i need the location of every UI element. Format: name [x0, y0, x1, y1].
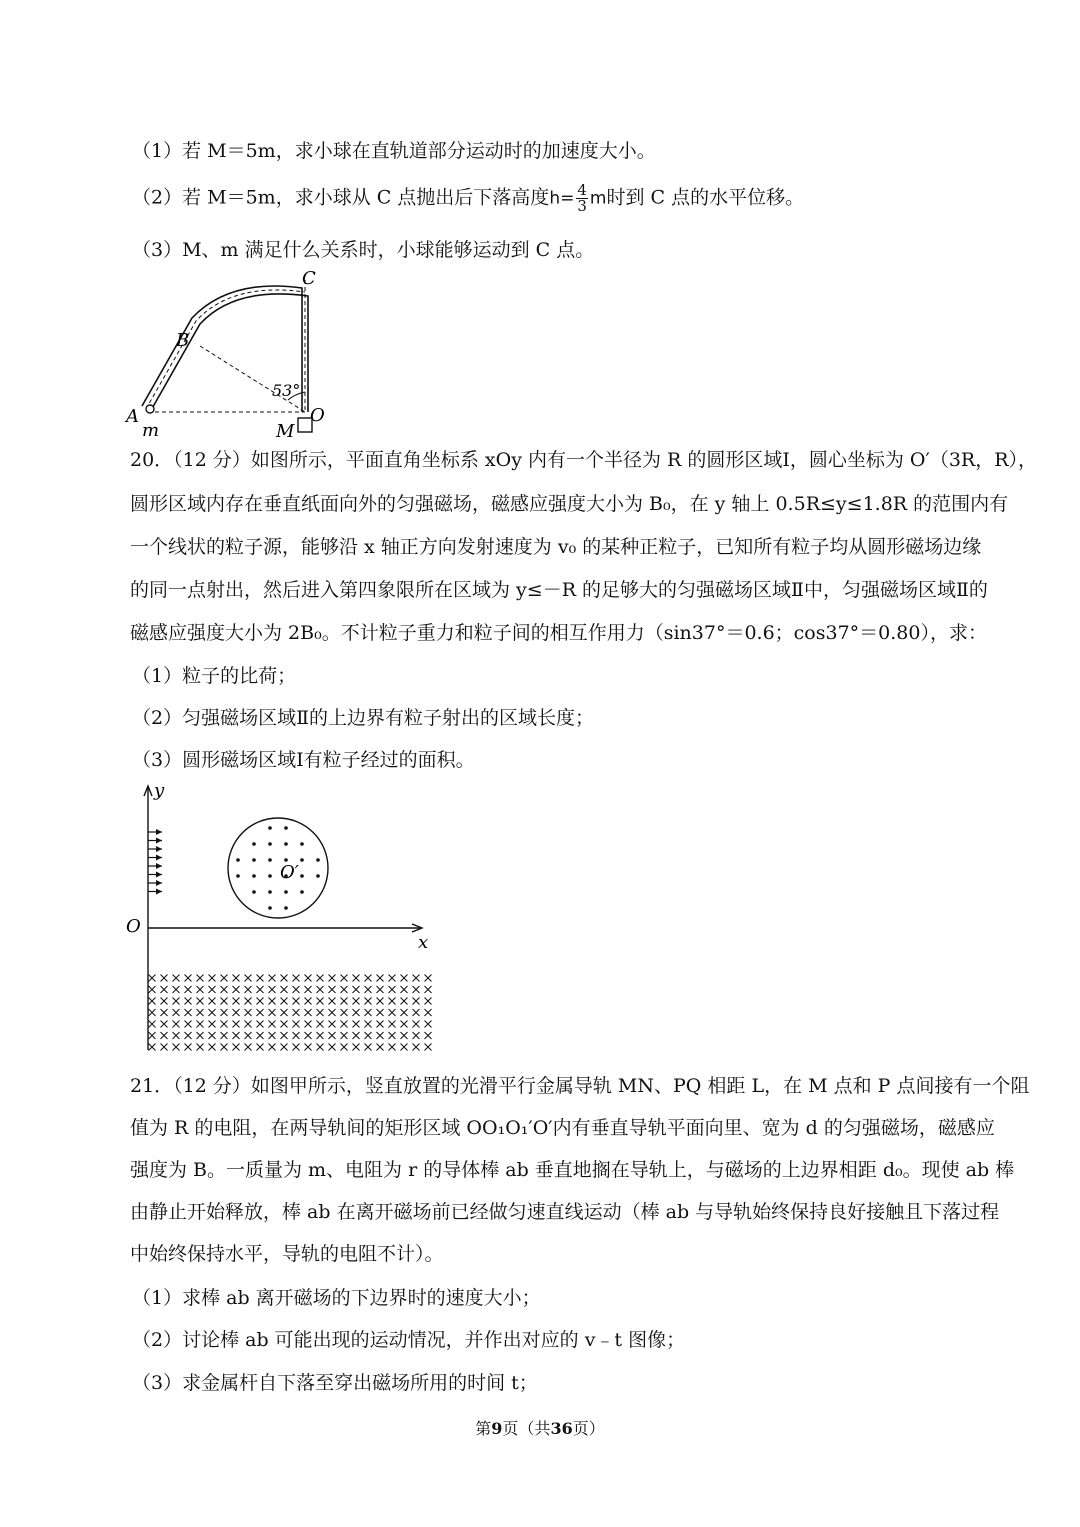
field-cross [365, 1009, 372, 1016]
field-cross [341, 986, 348, 993]
field-cross [245, 1032, 252, 1039]
q20-line-5: 磁感应强度大小为 2B₀。不计粒子重力和粒子间的相互作用力（sin37°＝0.6；cos37°＝0.80），求： [130, 622, 987, 644]
field-dot [300, 874, 304, 878]
field-cross [197, 1009, 204, 1016]
field-cross [329, 1009, 336, 1016]
field-cross [413, 975, 420, 982]
field-cross [377, 998, 384, 1005]
field-cross [341, 1009, 348, 1016]
q19-sub3: （3）M、m 满足什么关系时，小球能够运动到 C 点。 [132, 239, 595, 261]
field-cross [389, 986, 396, 993]
field-cross [425, 975, 432, 982]
field-cross [425, 998, 432, 1005]
field-cross [305, 998, 312, 1005]
field-cross [245, 1021, 252, 1028]
field-cross [389, 1032, 396, 1039]
field-cross [269, 1044, 276, 1051]
q19-track-figure [120, 266, 340, 442]
field-cross [221, 1021, 228, 1028]
field-cross [341, 1021, 348, 1028]
field-cross [173, 1021, 180, 1028]
field-cross [149, 1032, 156, 1039]
field-out-dots [236, 826, 320, 910]
field-cross [413, 998, 420, 1005]
field-cross [185, 1044, 192, 1051]
field-cross [161, 998, 168, 1005]
field-cross [353, 998, 360, 1005]
field-cross [269, 1009, 276, 1016]
footer-mid: 页（共 [502, 1419, 551, 1438]
field-cross [245, 1044, 252, 1051]
field-cross [389, 998, 396, 1005]
field-cross [365, 1021, 372, 1028]
field-cross [389, 1044, 396, 1051]
field-cross [161, 975, 168, 982]
field-dot [316, 874, 320, 878]
field-cross [317, 986, 324, 993]
field-cross [173, 1032, 180, 1039]
q21-sub1: （1）求棒 ab 离开磁场的下边界时的速度大小； [132, 1287, 541, 1309]
field-cross [269, 998, 276, 1005]
field-cross [305, 1021, 312, 1028]
q19-sub2-text: （2）若 M＝5m，求小球从 C 点抛出后下落高度 [132, 186, 550, 209]
field-cross [221, 975, 228, 982]
field-cross [173, 998, 180, 1005]
field-cross [341, 975, 348, 982]
field-cross [389, 975, 396, 982]
field-dot [252, 858, 256, 862]
field-cross [257, 986, 264, 993]
field-cross [425, 986, 432, 993]
label-center: O′ [280, 862, 299, 883]
field-cross [353, 1021, 360, 1028]
particle-source-arrows [148, 829, 162, 895]
footer-post: 页） [572, 1419, 605, 1438]
field-cross [413, 1032, 420, 1039]
field-cross [233, 986, 240, 993]
label-M: M [276, 421, 295, 442]
field-dot [236, 858, 240, 862]
field-dot [268, 874, 272, 878]
field-cross [425, 1009, 432, 1016]
field-cross [245, 975, 252, 982]
field-cross [401, 986, 408, 993]
source-arrowhead [156, 880, 162, 886]
field-cross [401, 1032, 408, 1039]
field-cross [221, 986, 228, 993]
field-cross [401, 1009, 408, 1016]
field-cross [185, 1032, 192, 1039]
field-cross [401, 975, 408, 982]
field-dot [252, 890, 256, 894]
field-cross [329, 1044, 336, 1051]
label-C: C [302, 268, 316, 289]
field-cross [365, 975, 372, 982]
circular-field-region [228, 818, 328, 918]
field-cross [293, 1032, 300, 1039]
field-cross [233, 1032, 240, 1039]
q20-line-1: 20．（12 分）如图所示，平面直角坐标系 xOy 内有一个半径为 R 的圆形区域Ⅰ，圆心坐标为 O′（3R，R）， [130, 449, 1038, 471]
fraction-numerator: 4 [577, 181, 587, 199]
q21-sub3: （3）求金属杆自下落至穿出磁场所用的时间 t； [132, 1372, 538, 1394]
label-y: y [154, 780, 165, 801]
field-cross [149, 998, 156, 1005]
fraction-denominator: 3 [577, 197, 587, 215]
field-dot [284, 842, 288, 846]
field-cross [365, 1044, 372, 1051]
field-cross [305, 986, 312, 993]
field-dot [236, 874, 240, 878]
source-arrowhead [156, 846, 162, 852]
field-cross [209, 998, 216, 1005]
field-cross [377, 1032, 384, 1039]
field-cross [185, 998, 192, 1005]
field-cross [221, 1032, 228, 1039]
field-cross [401, 1021, 408, 1028]
field-cross [353, 1044, 360, 1051]
field-cross [317, 1009, 324, 1016]
footer-pre: 第 [475, 1419, 492, 1438]
field-cross [281, 975, 288, 982]
field-cross [317, 1044, 324, 1051]
field-cross [173, 986, 180, 993]
field-cross [149, 1044, 156, 1051]
page-number: 9 [491, 1419, 503, 1438]
field-dot [316, 858, 320, 862]
field-cross [269, 1021, 276, 1028]
label-m: m [142, 420, 160, 441]
field-cross [293, 986, 300, 993]
field-cross [353, 1032, 360, 1039]
q19-sub2-text-end: 时到 C 点的水平位移。 [606, 186, 805, 209]
field-cross [197, 975, 204, 982]
field-cross [281, 986, 288, 993]
field-dot [268, 858, 272, 862]
field-cross [185, 975, 192, 982]
field-cross [425, 1032, 432, 1039]
field-dot [284, 826, 288, 830]
field-cross [161, 986, 168, 993]
field-cross [305, 1032, 312, 1039]
formula-h: h= [549, 188, 575, 209]
field-cross [221, 1009, 228, 1016]
field-cross [365, 1032, 372, 1039]
q19-sub2 [132, 183, 804, 214]
field-cross [401, 998, 408, 1005]
field-cross [329, 986, 336, 993]
field-cross [161, 1009, 168, 1016]
field-cross [353, 975, 360, 982]
field-cross [209, 1009, 216, 1016]
field-dot [268, 826, 272, 830]
fraction [576, 183, 588, 214]
label-angle: 53° [272, 381, 301, 400]
field-cross [233, 1009, 240, 1016]
field-cross [413, 1009, 420, 1016]
field-cross [329, 1032, 336, 1039]
field-cross [377, 1021, 384, 1028]
field-dot [300, 858, 304, 862]
q20-sub1: （1）粒子的比荷； [132, 665, 297, 687]
q20-field-figure [120, 780, 450, 1060]
field-cross [197, 986, 204, 993]
field-cross [365, 998, 372, 1005]
field-cross [317, 1021, 324, 1028]
label-A: A [126, 406, 139, 427]
field-cross [329, 998, 336, 1005]
field-cross [245, 998, 252, 1005]
field-cross [149, 975, 156, 982]
field-cross [197, 1044, 204, 1051]
field-cross [293, 1044, 300, 1051]
field-cross [281, 1009, 288, 1016]
field-cross [233, 1044, 240, 1051]
field-cross [269, 1032, 276, 1039]
field-cross [197, 1021, 204, 1028]
field-cross [305, 975, 312, 982]
field-cross [269, 986, 276, 993]
field-cross [353, 1009, 360, 1016]
q20-line-2: 圆形区域内存在垂直纸面向外的匀强磁场，磁感应强度大小为 B₀，在 y 轴上 0.5R≤y≤1.8R 的范围内有 [130, 493, 1009, 515]
q21-line-1: 21．（12 分）如图甲所示，竖直放置的光滑平行金属导轨 MN、PQ 相距 L，在 M 点和 P 点间接有一个阻 [130, 1075, 1030, 1097]
field-cross [377, 975, 384, 982]
page-footer [0, 1416, 1080, 1439]
field-cross [149, 1021, 156, 1028]
field-cross [221, 998, 228, 1005]
field-dot [252, 874, 256, 878]
source-arrowhead [156, 863, 162, 869]
field-cross [377, 1009, 384, 1016]
field-cross [413, 986, 420, 993]
field-dot [284, 906, 288, 910]
field-cross [293, 998, 300, 1005]
q21-line-3: 强度为 B。一质量为 m、电阻为 r 的导体棒 ab 垂直地搁在导轨上，与磁场的上边界相距 d₀。现使 ab 棒 [130, 1159, 1015, 1181]
field-cross [257, 975, 264, 982]
source-arrowhead [156, 855, 162, 861]
field-cross [281, 1044, 288, 1051]
q20-sub3: （3）圆形磁场区域Ⅰ有粒子经过的面积。 [132, 749, 475, 771]
field-cross [149, 986, 156, 993]
field-cross [269, 975, 276, 982]
field-cross [149, 1009, 156, 1016]
field-cross [281, 1032, 288, 1039]
field-cross [413, 1021, 420, 1028]
field-cross [209, 1021, 216, 1028]
field-cross [257, 1032, 264, 1039]
field-cross [377, 986, 384, 993]
field-cross [173, 1009, 180, 1016]
q20-sub2: （2）匀强磁场区域Ⅱ的上边界有粒子射出的区域长度； [132, 707, 595, 729]
total-pages: 36 [550, 1419, 573, 1438]
field-cross [305, 1009, 312, 1016]
field-cross [293, 1021, 300, 1028]
field-cross [161, 1032, 168, 1039]
label-O: O [310, 405, 325, 426]
field-cross [425, 1021, 432, 1028]
field-dot [284, 890, 288, 894]
field-cross [257, 1021, 264, 1028]
field-cross [341, 998, 348, 1005]
source-arrowhead [156, 872, 162, 878]
field-cross [221, 1044, 228, 1051]
field-cross [365, 986, 372, 993]
field-cross [341, 1044, 348, 1051]
field-dot [300, 890, 304, 894]
field-cross [209, 986, 216, 993]
field-cross [329, 975, 336, 982]
q21-line-4: 由静止开始释放，棒 ab 在离开磁场前已经做匀速直线运动（棒 ab 与导轨始终保持良好接触且下落过程 [130, 1201, 1000, 1223]
field-cross [197, 998, 204, 1005]
field-cross [161, 1044, 168, 1051]
field-cross [185, 1021, 192, 1028]
field-cross [209, 1032, 216, 1039]
field-cross [413, 1044, 420, 1051]
field-cross [341, 1032, 348, 1039]
field-cross [389, 1021, 396, 1028]
field-dot [268, 842, 272, 846]
field-cross [233, 998, 240, 1005]
field-cross [245, 1009, 252, 1016]
field-cross [233, 1021, 240, 1028]
field-cross [173, 975, 180, 982]
field-cross [173, 1044, 180, 1051]
source-arrowhead [156, 829, 162, 835]
field-dot [268, 906, 272, 910]
field-cross [305, 1044, 312, 1051]
field-cross [185, 986, 192, 993]
field-cross [257, 1044, 264, 1051]
field-cross [293, 975, 300, 982]
field-in-crosses [149, 975, 432, 1051]
q20-line-3: 一个线状的粒子源，能够沿 x 轴正方向发射速度为 v₀ 的某种正粒子，已知所有粒子均从圆形磁场边缘 [130, 536, 982, 558]
field-cross [317, 1032, 324, 1039]
label-O: O [126, 916, 141, 937]
field-dot [300, 842, 304, 846]
source-arrowhead [156, 889, 162, 895]
q21-line-2: 值为 R 的电阻，在两导轨间的矩形区域 OO₁O₁′O′内有垂直导轨平面向里、宽为 d 的匀强磁场，磁感应 [130, 1117, 995, 1139]
formula-unit: m [589, 188, 607, 209]
label-x: x [418, 932, 429, 953]
field-cross [245, 986, 252, 993]
source-arrowhead [156, 838, 162, 844]
field-cross [209, 975, 216, 982]
field-cross [281, 998, 288, 1005]
field-cross [209, 1044, 216, 1051]
ball-m [146, 405, 154, 413]
field-cross [401, 1044, 408, 1051]
field-cross [257, 1009, 264, 1016]
field-dot [268, 890, 272, 894]
field-cross [233, 975, 240, 982]
field-cross [329, 1021, 336, 1028]
field-cross [425, 1044, 432, 1051]
field-cross [257, 998, 264, 1005]
q21-line-5: 中始终保持水平，导轨的电阻不计）。 [130, 1243, 444, 1265]
field-cross [197, 1032, 204, 1039]
field-cross [185, 1009, 192, 1016]
field-cross [353, 986, 360, 993]
radius-dashed-line [200, 346, 305, 412]
field-cross [317, 998, 324, 1005]
q19-sub1: （1）若 M＝5m，求小球在直轨道部分运动时的加速度大小。 [132, 140, 656, 162]
q21-sub2: （2）讨论棒 ab 可能出现的运动情况，并作出对应的 v﹣t 图像； [132, 1329, 686, 1351]
label-B: B [176, 330, 190, 351]
field-cross [293, 1009, 300, 1016]
field-cross [377, 1044, 384, 1051]
field-cross [389, 1009, 396, 1016]
q20-line-4: 的同一点射出，然后进入第四象限所在区域为 y≤－R 的足够大的匀强磁场区域Ⅱ中，匀强磁场区域Ⅱ的 [130, 579, 988, 601]
field-cross [161, 1021, 168, 1028]
field-cross [281, 1021, 288, 1028]
field-dot [252, 842, 256, 846]
field-cross [317, 975, 324, 982]
